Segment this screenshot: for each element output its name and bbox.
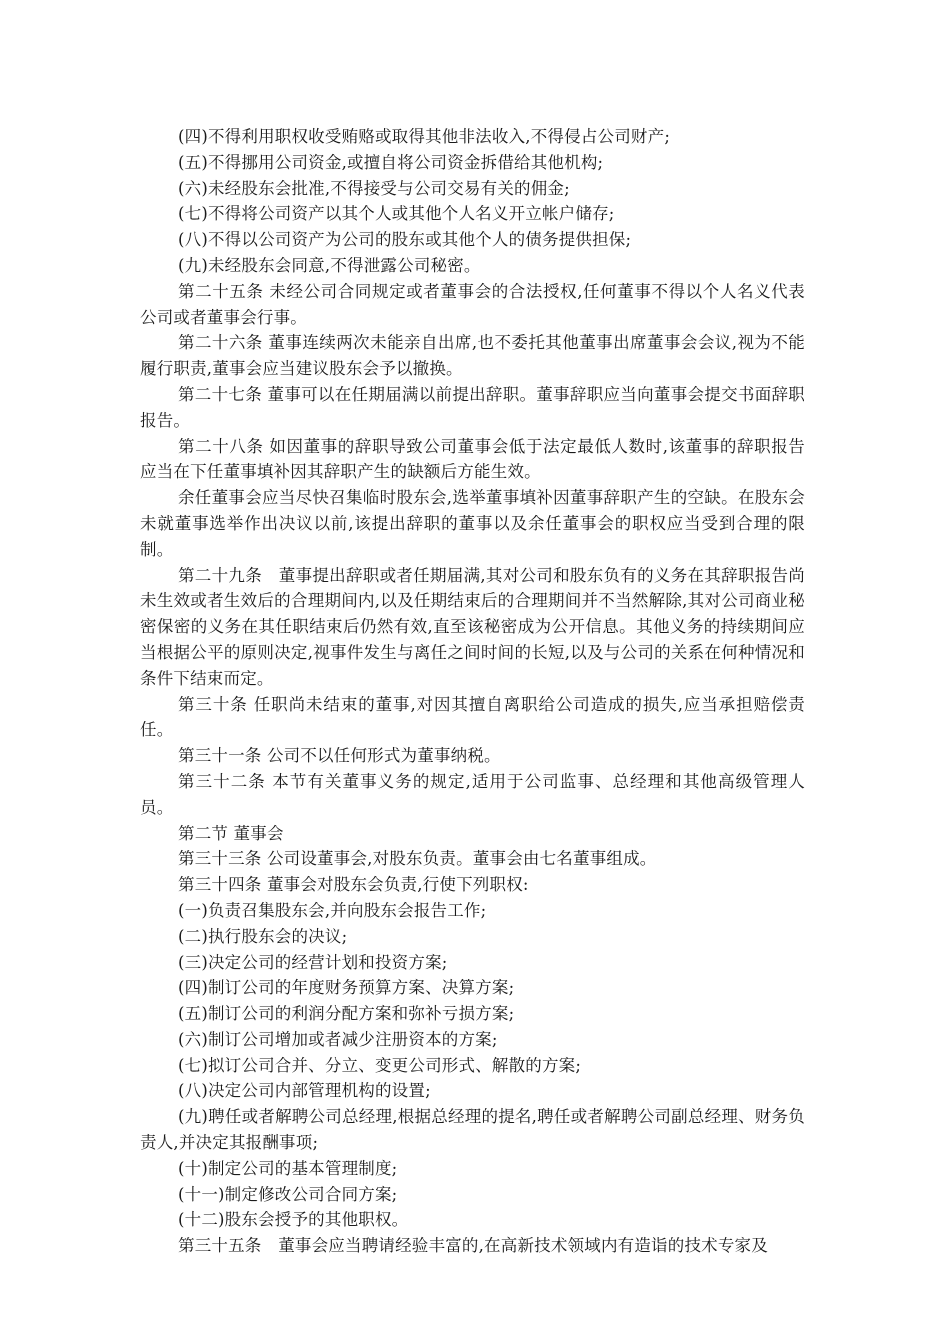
article-32: 第三十二条 本节有关董事义务的规定,适用于公司监事、总经理和其他高级管理人员。 [140,771,805,817]
list-item: (四)制订公司的年度财务预算方案、决算方案; [178,978,515,998]
list-item: (十二)股东会授予的其他职权。 [178,1210,409,1230]
article-27: 第二十七条 董事可以在任期届满以前提出辞职。董事辞职应当向董事会提交书面辞职报告。 [140,384,805,430]
list-item: (六)制订公司增加或者减少注册资本的方案; [178,1029,498,1049]
article-26: 第二十六条 董事连续两次未能亲自出席,也不委托其他董事出席董事会会议,视为不能履行职责,董事会应当建议股东会予以撤换。 [140,333,805,379]
paragraph: (八)不得以公司资产为公司的股东或其他个人的债务提供担保; [178,230,632,250]
paragraph: (四)不得利用职权收受贿赂或取得其他非法收入,不得侵占公司财产; [178,127,671,146]
article-31: 第三十一条 公司不以任何形式为董事纳税。 [178,746,501,766]
list-item: (三)决定公司的经营计划和投资方案; [178,952,448,972]
paragraph: (五)不得挪用公司资金,或擅自将公司资金拆借给其他机构; [178,152,604,172]
list-item: (七)拟订公司合并、分立、变更公司形式、解散的方案; [178,1055,582,1075]
list-item: (一)负责召集股东会,并向股东会报告工作; [178,900,487,920]
article-33: 第三十三条 公司设董事会,对股东负责。董事会由七名董事组成。 [178,849,657,869]
article-28: 第二十八条 如因董事的辞职导致公司董事会低于法定最低人数时,该董事的辞职报告应当在下任董事填补因其辞职产生的缺额后方能生效。 [140,436,805,482]
list-item: (二)执行股东会的决议; [178,926,348,946]
article-29: 第二十九条 董事提出辞职或者任期届满,其对公司和股东负有的义务在其辞职报告尚未生效或者生效后的合理期间内,以及任期结束后的合理期间并不当然解除,其对公司商业秘密保密的义务在其任职结束后仍然有效,直至该秘密成为公开信息。其他义务的持续期间应当根据公平的原则决定,视事件发生与离任之间时间的长短,以及与公司的关系在何种情况和条件下结束而定。 [140,565,805,688]
list-item: (十一)制定修改公司合同方案; [178,1184,398,1204]
section-heading: 第二节 董事会 [178,823,284,843]
list-item: (五)制订公司的利润分配方案和弥补亏损方案; [178,1004,515,1024]
list-item: (八)决定公司内部管理机构的设置; [178,1081,431,1101]
article-35: 第三十五条 董事会应当聘请经验丰富的,在高新技术领域内有造诣的技术专家及 [178,1236,768,1256]
document-body [140,124,805,1259]
paragraph: (九)未经股东会同意,不得泄露公司秘密。 [178,255,481,275]
article-30: 第三十条 任职尚未结束的董事,对因其擅自离职给公司造成的损失,应当承担赔偿责任。 [140,694,805,740]
paragraph: (六)未经股东会批准,不得接受与公司交易有关的佣金; [178,178,570,198]
article-25: 第二十五条 未经公司合同规定或者董事会的合法授权,任何董事不得以个人名义代表公司或者董事会行事。 [140,281,805,327]
list-item: (九)聘任或者解聘公司总经理,根据总经理的提名,聘任或者解聘公司副总经理、财务负责人,并决定其报酬事项; [140,1107,805,1153]
paragraph: 余任董事会应当尽快召集临时股东会,选举董事填补因董事辞职产生的空缺。在股东会未就董事选举作出决议以前,该提出辞职的董事以及余任董事会的职权应当受到合理的限制。 [140,488,805,559]
paragraph: (七)不得将公司资产以其个人或其他个人名义开立帐户储存; [178,204,615,224]
article-34: 第三十四条 董事会对股东会负责,行使下列职权: [178,875,529,895]
list-item: (十)制定公司的基本管理制度; [178,1158,398,1178]
